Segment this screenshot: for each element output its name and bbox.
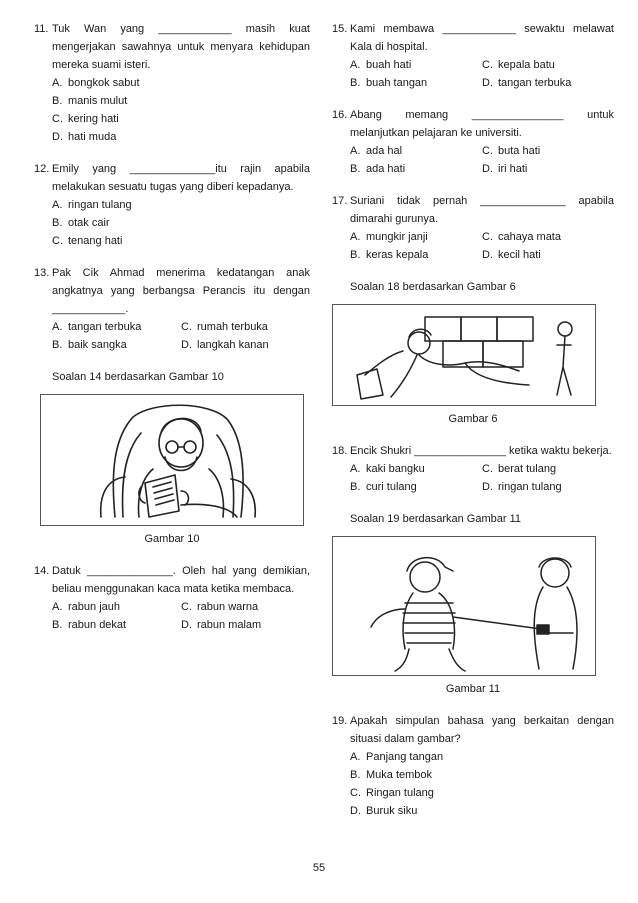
section-heading-19: Soalan 19 berdasarkan Gambar 11	[350, 513, 522, 525]
figure-caption-11: Gambar 11	[445, 683, 501, 695]
option-c[interactable]: C. rabun warna	[181, 601, 259, 613]
option-b[interactable]: B. ada hati	[350, 163, 406, 175]
options-list	[350, 460, 614, 496]
option-b[interactable]: B. otak cair	[52, 217, 110, 229]
option-d[interactable]: D. langkah kanan	[181, 339, 269, 351]
question-number: 12.	[34, 163, 50, 175]
options-list	[52, 74, 310, 146]
question-number: 16.	[332, 109, 348, 121]
option-a[interactable]: A. ringan tulang	[52, 199, 132, 211]
option-d[interactable]: D. iri hati	[482, 163, 528, 175]
options-list	[52, 196, 310, 250]
question-12	[34, 160, 310, 250]
option-b[interactable]: B. rabun dekat	[52, 619, 127, 631]
option-b[interactable]: B. curi tulang	[350, 481, 417, 493]
option-b[interactable]: B. buah tangan	[350, 77, 428, 89]
pickpocket-illustration	[333, 537, 595, 675]
question-number: 15.	[332, 23, 348, 35]
question-14	[34, 562, 310, 634]
question-13	[34, 264, 310, 354]
option-a[interactable]: A. Panjang tangan	[350, 751, 444, 763]
option-a[interactable]: A. buah hati	[350, 59, 412, 71]
options-list	[52, 598, 310, 634]
question-text: Kami membawa ____________ sewaktu melawat Kala di hospital.	[350, 23, 614, 53]
figure-gambar-11	[332, 536, 596, 676]
question-text: Suriani tidak pernah ______________ apabila dimarahi gurunya.	[350, 195, 614, 225]
options-list	[52, 318, 310, 354]
elderly-reading-illustration	[41, 395, 303, 525]
worker-resting-illustration	[333, 305, 595, 405]
option-a[interactable]: A. kaki bangku	[350, 463, 425, 475]
question-17	[332, 192, 614, 264]
question-19	[332, 712, 614, 820]
options-list	[350, 748, 614, 820]
question-16	[332, 106, 614, 178]
question-text: Abang memang _______________ untuk melanjutkan pelajaran ke universiti.	[350, 109, 614, 139]
figure-gambar-6	[332, 304, 596, 406]
option-c[interactable]: C. cahaya mata	[482, 231, 561, 243]
question-text: Pak Cik Ahmad menerima kedatangan anak angkatnya yang berbangsa Perancis itu dengan ____________.	[52, 267, 310, 315]
option-d[interactable]: D. Buruk siku	[350, 805, 418, 817]
options-list	[350, 56, 614, 92]
option-d[interactable]: D. hati muda	[52, 131, 117, 143]
options-list	[350, 228, 614, 264]
option-c[interactable]: C. berat tulang	[482, 463, 557, 475]
option-a[interactable]: A. mungkir janji	[350, 231, 428, 243]
option-c[interactable]: C. kepala batu	[482, 59, 555, 71]
option-a[interactable]: A. bongkok sabut	[52, 77, 140, 89]
option-d[interactable]: D. kecil hati	[482, 249, 541, 261]
figure-caption-6: Gambar 6	[448, 413, 498, 425]
question-number: 18.	[332, 445, 348, 457]
question-text: Apakah simpulan bahasa yang berkaitan dengan situasi dalam gambar?	[350, 715, 614, 745]
options-list	[350, 142, 614, 178]
left-column	[34, 20, 310, 648]
option-d[interactable]: D. rabun malam	[181, 619, 262, 631]
figure-gambar-10	[40, 394, 304, 526]
option-c[interactable]: C. tenang hati	[52, 235, 123, 247]
option-b[interactable]: B. manis mulut	[52, 95, 128, 107]
question-text: Datuk ______________. Oleh hal yang demikian, beliau menggunakan kaca mata ketika membaca.	[52, 565, 310, 595]
question-number: 14.	[34, 565, 50, 577]
question-15	[332, 20, 614, 92]
question-11	[34, 20, 310, 146]
option-c[interactable]: C. Ringan tulang	[350, 787, 434, 799]
section-heading-18: Soalan 18 berdasarkan Gambar 6	[350, 281, 516, 293]
question-text: Encik Shukri _______________ ketika waktu bekerja.	[350, 445, 612, 457]
question-number: 11.	[34, 23, 49, 35]
question-text: Emily yang ______________itu rajin apabila melakukan sesuatu tugas yang diberi kepadanya.	[52, 163, 310, 193]
option-b[interactable]: B. baik sangka	[52, 339, 127, 351]
section-heading-14: Soalan 14 berdasarkan Gambar 10	[52, 371, 224, 383]
question-number: 17.	[332, 195, 348, 207]
question-18	[332, 442, 614, 496]
option-c[interactable]: C. buta hati	[482, 145, 541, 157]
option-b[interactable]: B. Muka tembok	[350, 769, 433, 781]
option-c[interactable]: C. kering hati	[52, 113, 119, 125]
option-b[interactable]: B. keras kepala	[350, 249, 429, 261]
figure-caption-10: Gambar 10	[144, 533, 200, 545]
option-d[interactable]: D. ringan tulang	[482, 481, 562, 493]
option-a[interactable]: A. tangan terbuka	[52, 321, 142, 333]
question-text: Tuk Wan yang ____________ masih kuat mengerjakan sawahnya untuk menyara kehidupan mereka suami isteri.	[52, 23, 310, 71]
question-number: 19.	[332, 715, 348, 727]
page-number: 55	[312, 862, 326, 874]
question-number: 13.	[34, 267, 50, 279]
right-column	[332, 20, 614, 834]
option-d[interactable]: D. tangan terbuka	[482, 77, 572, 89]
option-c[interactable]: C. rumah terbuka	[181, 321, 268, 333]
option-a[interactable]: A. rabun jauh	[52, 601, 120, 613]
option-a[interactable]: A. ada hal	[350, 145, 403, 157]
